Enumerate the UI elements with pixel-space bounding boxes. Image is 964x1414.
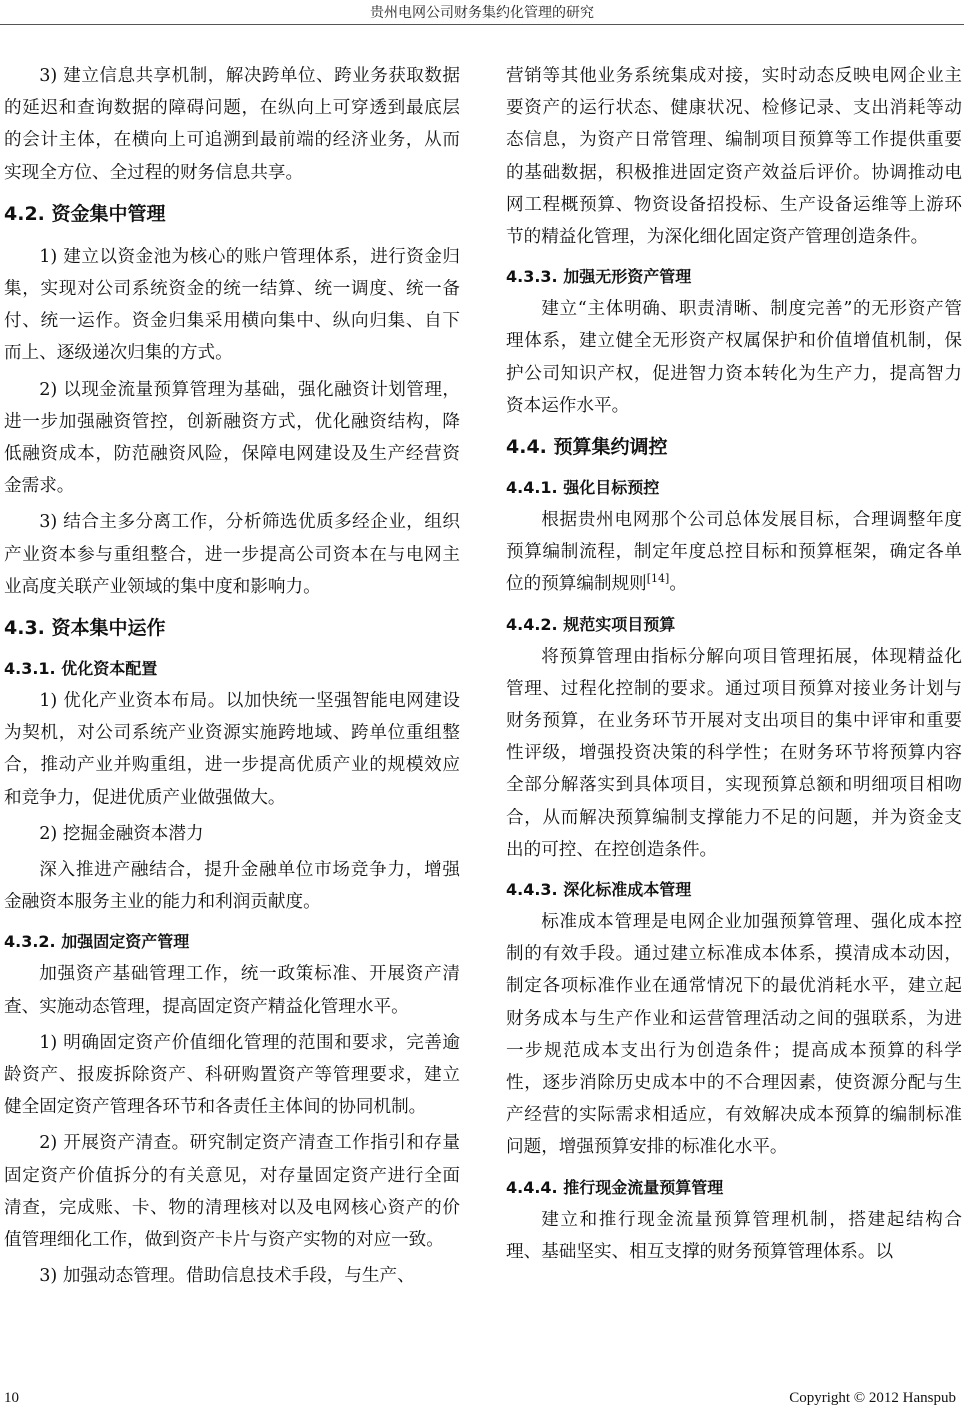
paragraph: 建立“主体明确、职责清晰、制度完善”的无形资产管理体系，建立健全无形资产权属保护和价值增值机制，保护公司知识产权，促进智力资本转化为生产力，提高智力资本运作水平。 bbox=[506, 299, 962, 416]
paragraph: 3) 加强动态管理。借助信息技术手段，与生产、 bbox=[39, 1266, 415, 1287]
section-heading-4-3: 4.3. 资本集中运作 bbox=[4, 617, 166, 640]
citation-ref[interactable]: [14] bbox=[646, 572, 670, 586]
left-column bbox=[4, 60, 460, 1297]
paragraph: 1) 优化产业资本布局。以加快统一坚强智能电网建设为契机，对公司系统产业资源实施跨地域、跨单位重组整合，推动产业并购重组，进一步提高优质产业的规模效应和竞争力，促进优质产业做强做大。 bbox=[4, 691, 460, 808]
paragraph: 将预算管理由指标分解向项目管理拓展，体现精益化管理、过程化控制的要求。通过项目预算对接业务计划与财务预算，在业务环节开展对支出项目的集中评审和重要性评级，增强投资决策的科学性；在财务环节将预算内容全部分解落实到具体项目，实现预算总额和明细项目相吻合，从而解决预算编制支撑能力不足的问题，并为资金支出的可控、在控创造条件。 bbox=[506, 646, 962, 860]
paragraph-end: 。 bbox=[669, 574, 687, 595]
paragraph: 3) 建立信息共享机制，解决跨单位、跨业务获取数据的延迟和查询数据的障碍问题，在纵向上可穿透到最底层的会计主体，在横向上可追溯到最前端的经济业务，从而实现全方位、全过程的财务信息共享。 bbox=[4, 66, 460, 183]
paragraph: 加强资产基础管理工作，统一政策标准、开展资产清查、实施动态管理，提高固定资产精益化管理水平。 bbox=[4, 964, 460, 1017]
page-number: 10 bbox=[4, 1390, 19, 1406]
paragraph: 深入推进产融结合，提升金融单位市场竞争力，增强金融资本服务主业的能力和利润贡献度。 bbox=[4, 860, 460, 913]
header-rule bbox=[0, 24, 964, 25]
paragraph: 1) 明确固定资产价值细化管理的范围和要求，完善逾龄资产、报废拆除资产、科研购置资产等管理要求，建立健全固定资产管理各环节和各责任主体间的协同机制。 bbox=[4, 1032, 460, 1118]
paragraph: 标准成本管理是电网企业加强预算管理、强化成本控制的有效手段。通过建立标准成本体系，摸清成本动因，制定各项标准作业在通常情况下的最优消耗水平，建立起财务成本与生产作业和运营管理活动之间的强联系，为进一步规范成本支出行为创造条件；提高成本预算的科学性，逐步消除历史成本中的不合理因素，使资源分配与生产经营的实际需求相适应，有效解决成本预算的编制标准问题，增强预算安排的标准化水平。 bbox=[506, 912, 962, 1158]
paragraph-text: 根据贵州电网那个公司总体发展目标，合理调整年度预算编制流程，制定年度总控目标和预算框架，确定各单位的预算编制规则 bbox=[506, 510, 962, 595]
paragraph: 建立和推行现金流量预算管理机制，搭建起结构合理、基础坚实、相互支撑的财务预算管理体系。以 bbox=[506, 1209, 962, 1262]
paragraph: 营销等其他业务系统集成对接，实时动态反映电网企业主要资产的运行状态、健康状况、检修记录、支出消耗等动态信息，为资产日常管理、编制项目预算等工作提供重要的基础数据，积极推进固定资产效益后评价。协调推动电网工程概预算、物资设备招投标、生产设备运维等上游环节的精益化管理，为深化细化固定资产管理创造条件。 bbox=[506, 66, 962, 248]
subsection-heading-4-3-3: 4.3.3. 加强无形资产管理 bbox=[506, 267, 692, 287]
section-heading-4-4: 4.4. 预算集约调控 bbox=[506, 436, 668, 459]
paragraph: 1) 建立以资金池为核心的账户管理体系，进行资金归集，实现对公司系统资金的统一结算、统一调度、统一备付、统一运作。资金归集采用横向集中、纵向归集、自下而上、逐级递次归集的方式。 bbox=[4, 246, 460, 364]
paragraph-with-citation bbox=[506, 504, 962, 601]
subsection-heading-4-3-1: 4.3.1. 优化资本配置 bbox=[4, 659, 158, 679]
subsection-heading-4-4-2: 4.4.2. 规范实项目预算 bbox=[506, 614, 676, 634]
subsection-heading-4-4-1: 4.4.1. 强化目标预控 bbox=[506, 478, 660, 498]
subsection-heading-4-3-2: 4.3.2. 加强固定资产管理 bbox=[4, 932, 190, 952]
paragraph: 3) 结合主多分离工作，分析筛选优质多经企业，组织产业资本参与重组整合，进一步提高公司资本在与电网主业高度关联产业领域的集中度和影响力。 bbox=[4, 512, 460, 597]
paragraph: 2) 以现金流量预算管理为基础，强化融资计划管理，进一步加强融资管控，创新融资方式，优化融资结构，降低融资成本，防范融资风险，保障电网建设及生产经营资金需求。 bbox=[4, 379, 460, 497]
copyright-notice: Copyright © 2012 Hanspub bbox=[789, 1390, 956, 1406]
subsection-heading-4-4-3: 4.4.3. 深化标准成本管理 bbox=[506, 880, 692, 900]
right-column bbox=[506, 60, 962, 1272]
section-heading-4-2: 4.2. 资金集中管理 bbox=[4, 202, 166, 225]
paragraph: 2) 挖掘金融资本潜力 bbox=[39, 823, 204, 844]
paragraph: 2) 开展资产清查。研究制定资产清查工作指引和存量固定资产价值拆分的有关意见，对存量固定资产进行全面清查，完成账、卡、物的清理核对以及电网核心资产的价值管理细化工作，做到资产卡片与资产实物的对应一致。 bbox=[4, 1133, 460, 1251]
running-head-title: 贵州电网公司财务集约化管理的研究 bbox=[370, 5, 594, 21]
subsection-heading-4-4-4: 4.4.4. 推行现金流量预算管理 bbox=[506, 1177, 724, 1197]
